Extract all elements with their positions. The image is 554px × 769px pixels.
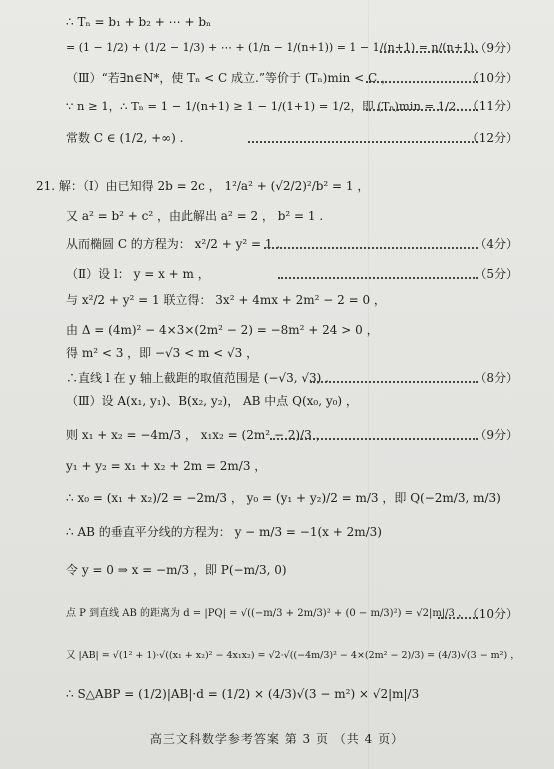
answer-line-text: 常数 C ∈ (1/2, +∞) . [66, 131, 184, 145]
answer-line-text: 21. 解：（Ⅰ）由已知得 2b = 2c ， 1²/a² + (√2/2)²/b² = 1 ， [36, 179, 370, 193]
answer-line-text: 得 m² < 3 ，即 −√3 < m < √3 ， [66, 346, 259, 360]
answer-line-text: 令 y = 0 ⇒ x = −m/3 ，即 P(−m/3, 0) [66, 563, 287, 577]
leader-dots [264, 245, 478, 249]
leader-dots [270, 436, 478, 440]
leader-dots [380, 49, 478, 53]
answer-line-text: ∴直线 l 在 y 轴上截距的取值范围是 (−√3, √3) . [66, 371, 329, 385]
page-footer: 高三文科数学参考答案 第 3 页 （共 4 页） [149, 732, 405, 746]
answer-line-text: ∴ Tₙ = b₁ + b₂ + ⋯ + bₙ [66, 15, 212, 29]
score-label: （11分） [466, 99, 518, 113]
answer-line-text: 又 a² = b² + c² ，由此解出 a² = 2 ， b² = 1 . [66, 209, 324, 223]
leader-dots [248, 139, 478, 143]
score-label: （10分） [466, 607, 518, 621]
answer-line-text: ∴ S△ABP = (1/2)|AB|·d = (1/2) × (4/3)√(3 − m²) × √2|m|/3 [66, 687, 420, 701]
answer-line-text: ∴ AB 的垂直平分线的方程为： y − m/3 = −1(x + 2m/3) [66, 525, 382, 539]
answer-line-text: 从而椭圆 C 的方程为： x²/2 + y² = 1 . [66, 237, 281, 251]
score-label: （9分） [474, 41, 518, 55]
answer-line-text: 与 x²/2 + y² = 1 联立得： 3x² + 4mx + 2m² − 2 = 0 ， [66, 293, 386, 307]
leader-dots [310, 379, 478, 383]
score-label: （5分） [474, 267, 518, 281]
answer-line-text: 由 Δ = (4m)² − 4×3×(2m² − 2) = −8m² + 24 > 0 ， [66, 323, 379, 337]
score-label: （10分） [466, 71, 518, 85]
answer-line-text: 点 P 到直线 AB 的距离为 d = |PQ| = √((−m/3 + 2m/3)² + (0 − m/3)²) = √2|m|/3 ， [66, 608, 469, 619]
answer-line-text: ∴ x₀ = (x₁ + x₂)/2 = −2m/3 ， y₀ = (y₁ + y₂)/2 = m/3 ，即 Q(−2m/3, m/3) [66, 491, 501, 505]
score-label: （12分） [466, 131, 518, 145]
answer-line-text: y₁ + y₂ = x₁ + x₂ + 2m = 2m/3 ， [66, 459, 267, 473]
leader-dots [278, 275, 478, 279]
answer-line-text: （Ⅱ）设 l： y = x + m ， [66, 267, 210, 281]
answer-line-text: 则 x₁ + x₂ = −4m/3 ， x₁x₂ = (2m² − 2)/3 ， [66, 428, 328, 442]
leader-dots [366, 107, 478, 111]
answer-line-text: = (1 − 1/2) + (1/2 − 1/3) + ⋯ + (1/n − 1/(n+1)) = 1 − 1/(n+1) = n/(n+1). [66, 41, 478, 54]
answer-line-text: （Ⅲ）“若∃n∈N*，使 Tₙ < C 成立.”等价于 (Tₙ)min < C ， [66, 71, 393, 85]
answer-line-text: （Ⅲ）设 A(x₁, y₁)、B(x₂, y₂)， AB 中点 Q(x₀, y₀) ， [66, 394, 358, 408]
score-label: （8分） [474, 371, 518, 385]
leader-dots [366, 79, 478, 83]
answer-line-text: ∵ n ≥ 1，∴ Tₙ = 1 − 1/(n+1) ≥ 1 − 1/(1+1) = 1/2，即 (Tₙ)min = 1/2 . [66, 99, 464, 113]
answer-line-text: 又 |AB| = √(1² + 1)·√((x₁ + x₂)² − 4x₁x₂) = √2·√((−4m/3)² − 4×(2m² − 2)/3) = (4/3)√(3 − m²) ， [66, 650, 520, 661]
score-label: （4分） [474, 237, 518, 251]
score-label: （9分） [474, 428, 518, 442]
